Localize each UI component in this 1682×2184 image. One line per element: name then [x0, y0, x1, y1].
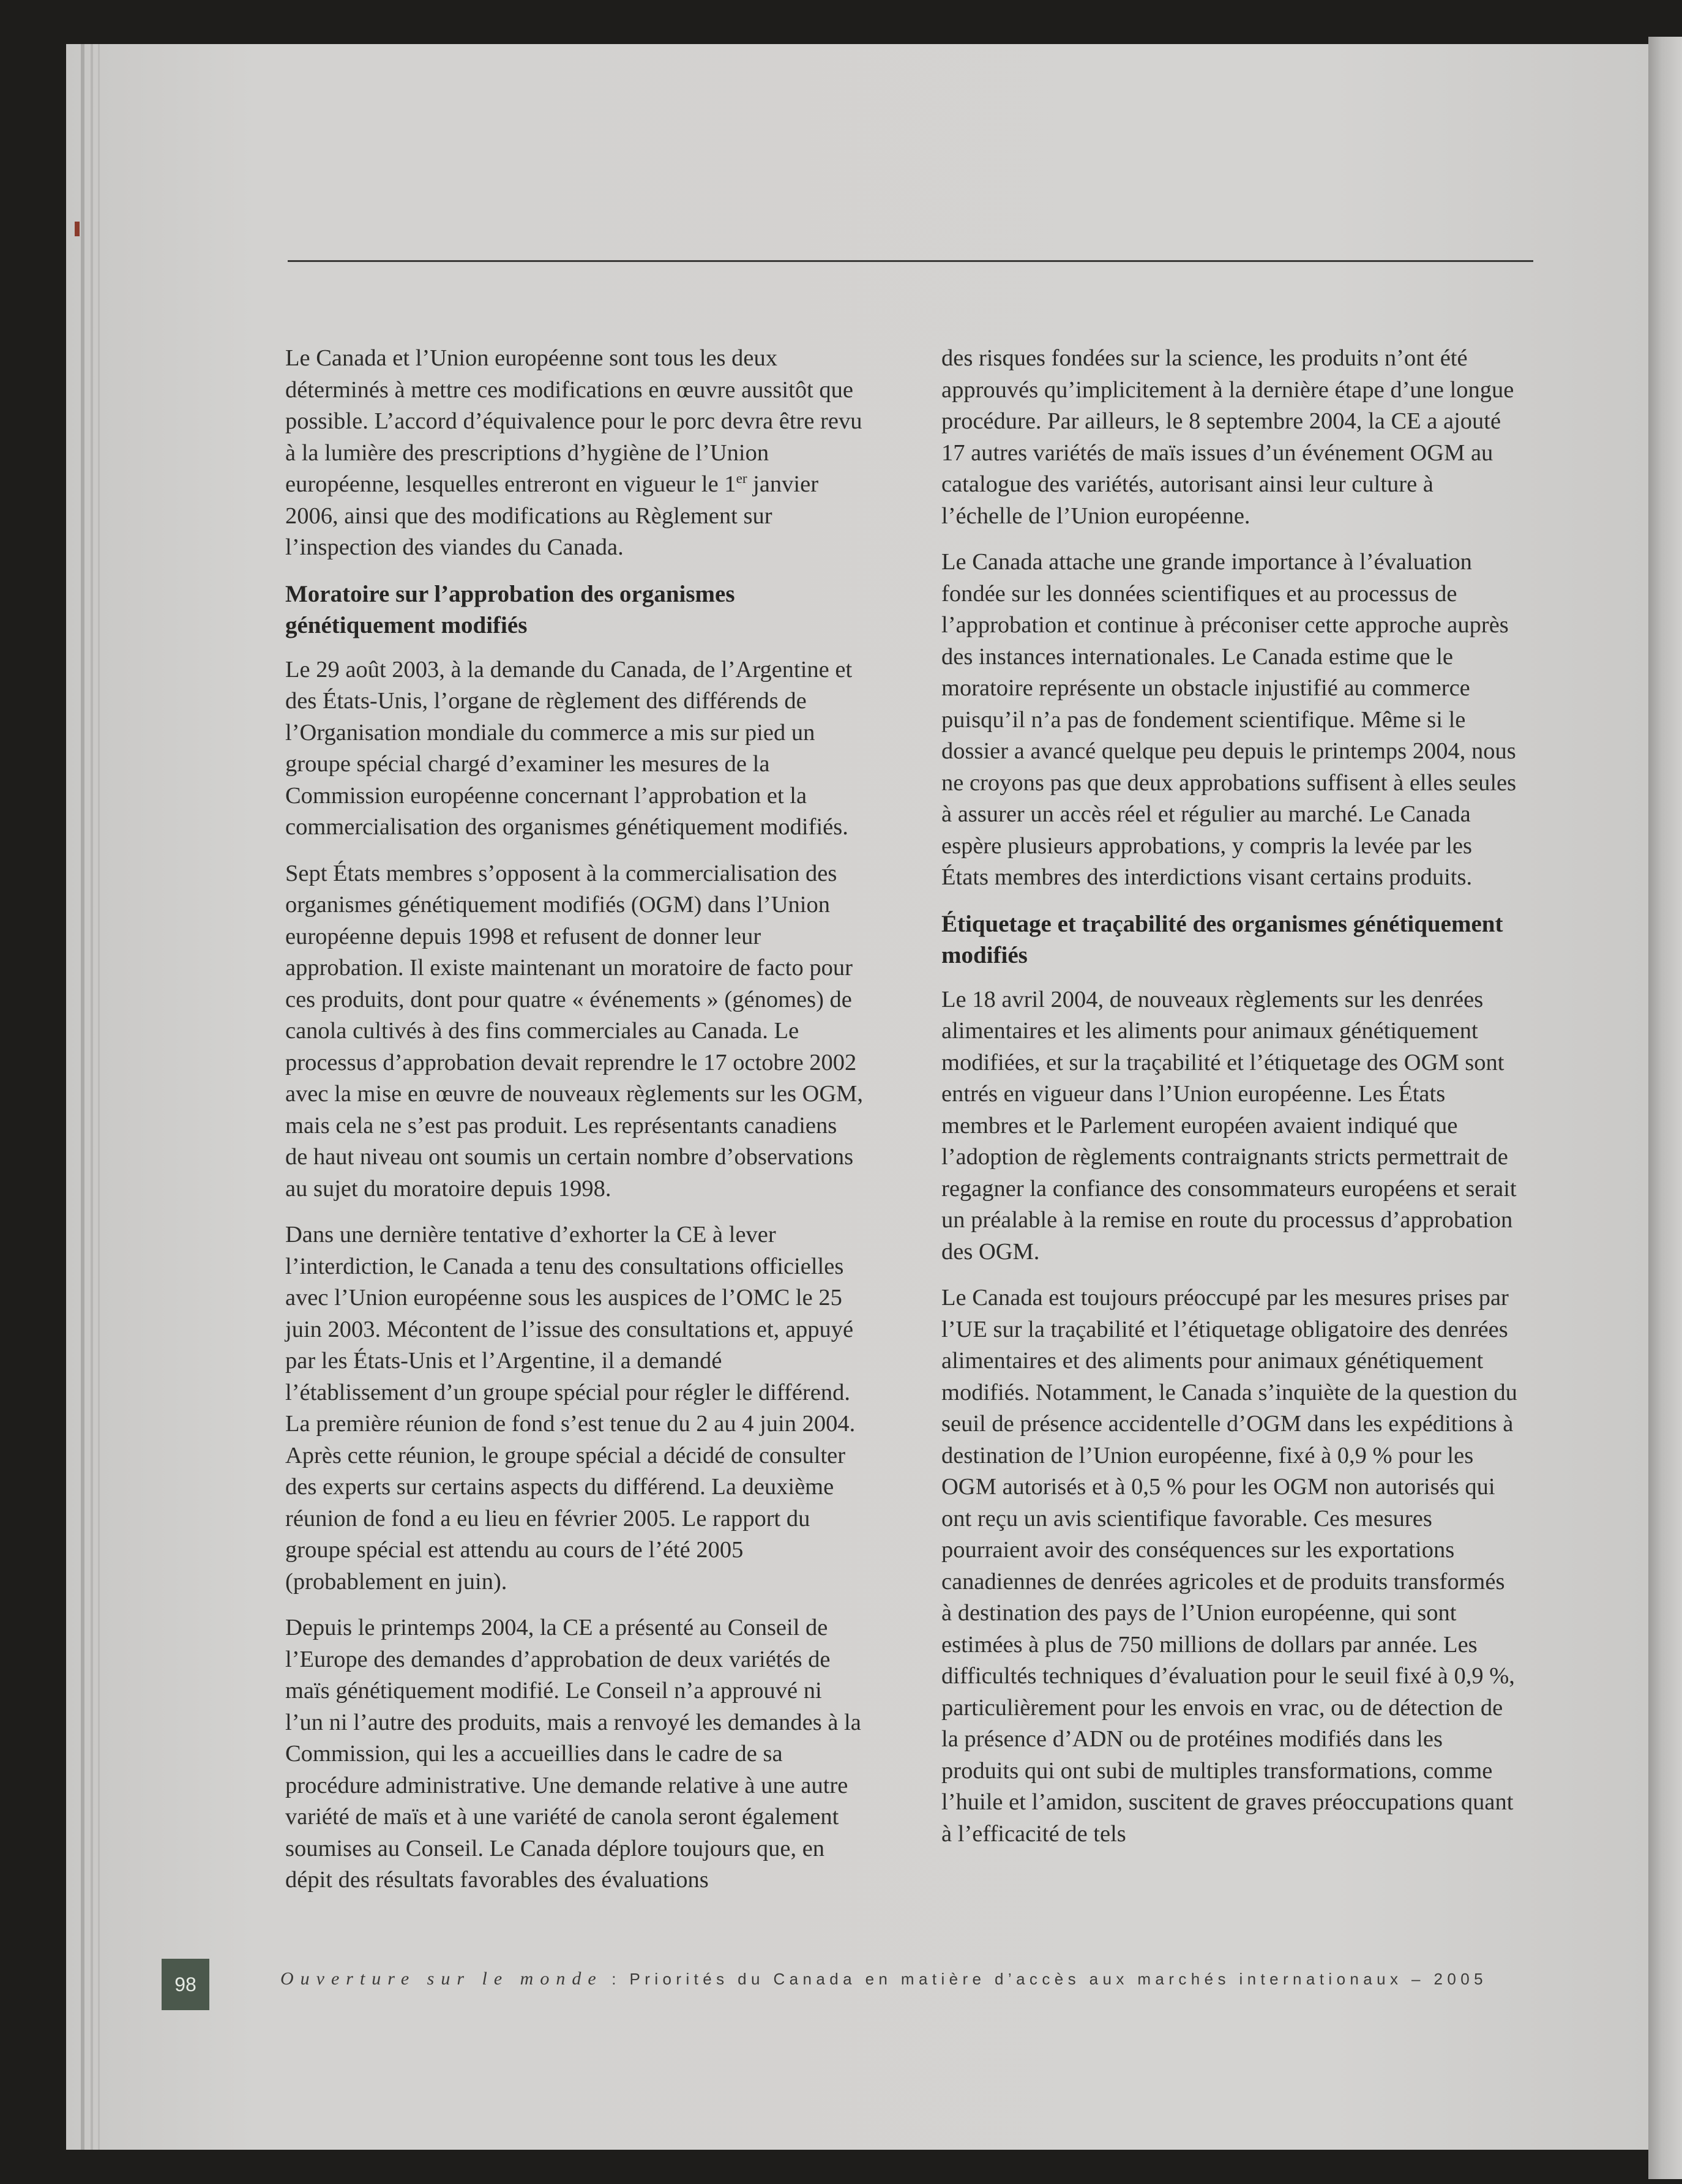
section-heading: Étiquetage et traçabilité des organismes génétiquement modifiés [941, 910, 1503, 968]
footer-series-title: Ouverture sur le monde [280, 1969, 603, 1989]
facing-page-edge [1648, 37, 1682, 2179]
page-number: 98 [162, 1959, 209, 2010]
footer-subtitle: Priorités du Canada en matière d’accès aux marchés internationaux – 2005 [629, 1970, 1487, 1988]
paragraph: Le 18 avril 2004, de nouveaux règlements sur les denrées alimentaires et les aliments pour animaux génétiquement modifiées, et sur la traçabilité et l’étiquetage des OGM sont entrés en vigueur dans l’Union européenne. Les États membres et le Parlement européen avaient indiqué que l’adoption de règlements contraignants stricts permettrait de regagner la confiance des consommateurs européens et serait un préalable à la remise en route du processus d’approbation des OGM. [941, 986, 1517, 1265]
paragraph-text: janvier 2006, ainsi que des modifications au Règlement sur l’inspection des viandes du Canada. [285, 471, 819, 560]
paragraph: Depuis le printemps 2004, la CE a présenté au Conseil de l’Europe des demandes d’approbation de deux variétés de maïs génétiquement modifié. Le Conseil n’a approuvé ni l’un ni l’autre des produits, mais a renvoyé les demandes à la Commission, qui les a accueillies dans le cadre de sa procédure administrative. Une demande relative à une autre variété de maïs et à une variété de canola seront également soumises au Conseil. Le Canada déplore toujours que, en dépit des résultats favorables des évaluations [285, 1615, 861, 1893]
paragraph: Le Canada attache une grande importance à l’évaluation fondée sur les données scientifiques et au processus de l’approbation et continue à préconiser cette approche auprès des instances internationales. Le Canada estime que le moratoire représente un obstacle injustifié au commerce puisqu’il n’a pas de fondement scientifique. Même si le dossier a avancé quelque peu depuis le printemps 2004, nous ne croyons pas que deux approbations suffisent à elles seules à assurer un accès réel et régulier au marché. Le Canada espère plusieurs approbations, y compris la levée par les États membres des interdictions visant certains produits. [941, 549, 1517, 890]
paragraph-text: Le Canada et l’Union européenne sont tous les deux déterminés à mettre ces modifications en œuvre aussitôt que possible. L’accord d’équivalence pour le porc devra être revu à la lumière des prescriptions d’hygiène de l’Union européenne, lesquelles entreront en vigueur le 1 [285, 345, 862, 497]
footer-separator: : [602, 1970, 630, 1988]
superscript: er [736, 470, 747, 487]
page-stack-edge [98, 44, 100, 2150]
paragraph: Dans une dernière tentative d’exhorter la CE à lever l’interdiction, le Canada a tenu des consultations officielles avec l’Union européenne sous les auspices de l’OMC le 25 juin 2003. Mécontent de l’issue des consultations et, appuyé par les États-Unis et l’Argentine, il a demandé l’établissement d’un groupe spécial pour régler le différend. La première réunion de fond s’est tenue du 2 au 4 juin 2004. Après cette réunion, le groupe spécial a décidé de consulter des experts sur certains aspects du différend. La deuxième réunion de fond a eu lieu en février 2005. Le rapport du groupe spécial est attendu au cours de l’été 2005 (probablement en juin). [285, 1222, 856, 1595]
paragraph [285, 343, 864, 564]
bookmark-tab [75, 222, 80, 236]
section-heading: Moratoire sur l’approbation des organismes génétiquement modifiés [285, 580, 735, 638]
running-footer [280, 1969, 1487, 1989]
right-column [941, 343, 1520, 1864]
paragraph: Sept États membres s’opposent à la commercialisation des organismes génétiquement modifiés (OGM) dans l’Union européenne depuis 1998 et refusent de donner leur approbation. Il existe maintenant un moratoire de facto pour ces produits, dont pour quatre « événements » (génomes) de canola cultivés à des fins commerciales au Canada. Le processus d’approbation devait reprendre le 17 octobre 2002 avec la mise en œuvre de nouveaux règlements sur les OGM, mais cela ne s’est pas produit. Les représentants canadiens de haut niveau ont soumis un certain nombre d’observations au sujet du moratoire depuis 1998. [285, 860, 864, 1202]
paragraph: Le Canada est toujours préoccupé par les mesures prises par l’UE sur la traçabilité et l’étiquetage obligatoire des denrées alimentaires et des aliments pour animaux génétiquement modifiés. Notamment, le Canada s’inquiète de la question du seuil de présence accidentelle d’OGM dans les expéditions à destination de l’Union européenne, fixé à 0,9 % pour les OGM autorisés et à 0,5 % pour les OGM non autorisés qui ont reçu un avis scientifique favorable. Ces mesures pourraient avoir des conséquences sur les exportations canadiennes de denrées agricoles et de produits transformés à destination des pays de l’Union européenne, qui sont estimées à plus de 750 millions de dollars par année. Les difficultés techniques d’évaluation pour le seuil fixé à 0,9 %, particulièrement pour les envois en vrac, ou de détection de la présence d’ADN ou de protéines modifiés dans les produits qui ont subi de multiples transformations, comme l’huile et l’amidon, suscitent de graves préoccupations quant à l’efficacité de tels [941, 1285, 1517, 1847]
header-rule [288, 260, 1533, 262]
left-column [285, 343, 864, 1911]
paragraph: des risques fondées sur la science, les produits n’ont été approuvés qu’implicitement à la dernière étape d’une longue procédure. Par ailleurs, le 8 septembre 2004, la CE a ajouté 17 autres variétés de maïs issues d’un événement OGM au catalogue des variétés, autorisant ainsi leur culture à l’échelle de l’Union européenne. [941, 345, 1514, 529]
page-stack-edge [91, 44, 93, 2150]
paragraph: Le 29 août 2003, à la demande du Canada, de l’Argentine et des États-Unis, l’organe de règlement des différends de l’Organisation mondiale du commerce a mis sur pied un groupe spécial chargé d’examiner les mesures de la Commission européenne concernant l’approbation et la commercialisation des organismes génétiquement modifiés. [285, 656, 853, 840]
page-stack-edge [81, 44, 84, 2150]
